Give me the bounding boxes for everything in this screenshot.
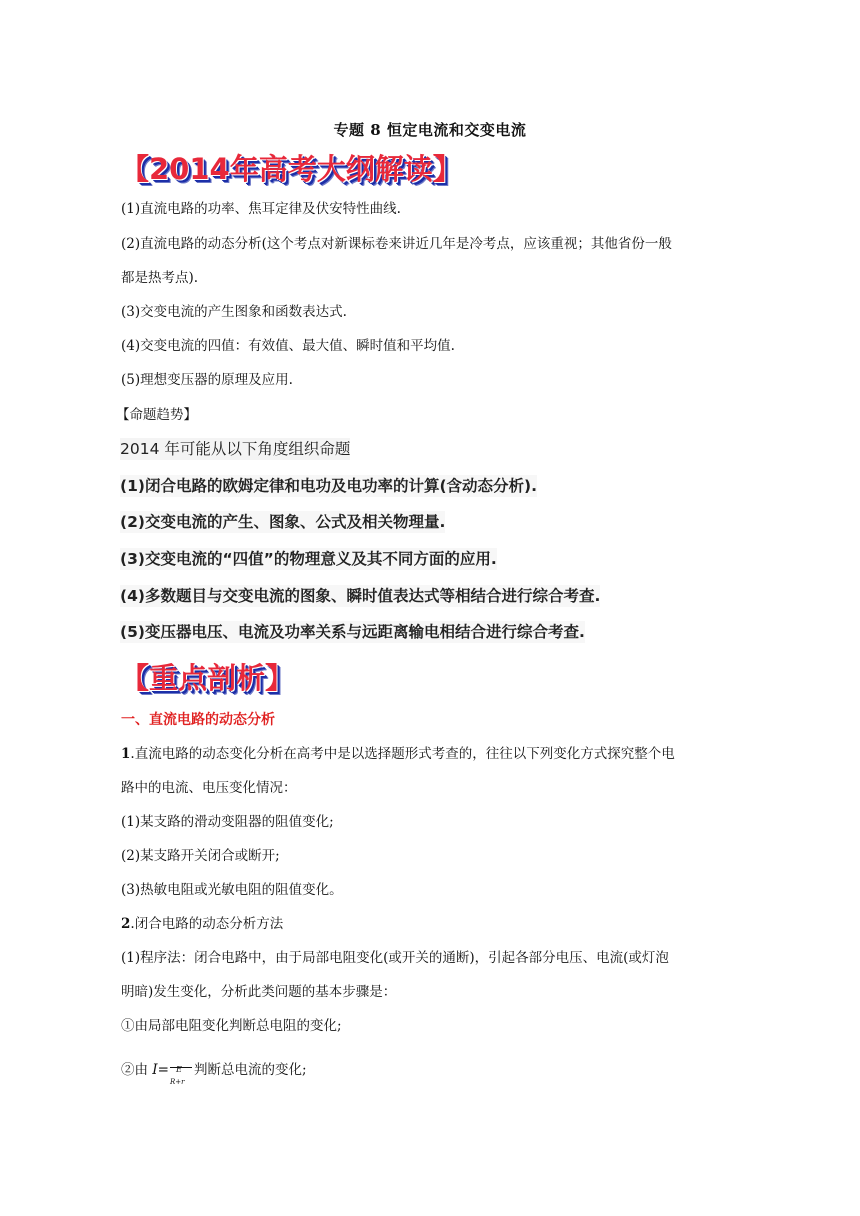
change-item-3: (3)热敏电阻或光敏电阻的阻值变化。	[121, 882, 343, 898]
paragraph-1-text: .直流电路的动态变化分析在高考中是以选择题形式考查的，往往以下列变化方式探究整个电	[130, 746, 675, 762]
equals-sign: =	[157, 1062, 169, 1078]
step-2-prefix: ②由	[121, 1062, 153, 1078]
change-item-1: (1)某支路的滑动变阻器的阻值变化;	[121, 814, 334, 830]
fraction-numerator: E	[175, 1065, 182, 1074]
method-step-1: ①由局部电阻变化判断总电阻的变化;	[121, 1018, 342, 1034]
method-line-1: (1)程序法：闭合电路中，由于局部电阻变化(或开关的通断)，引起各部分电压、电流(或灯泡	[121, 950, 669, 966]
trend-item-2: (2)交变电流的产生、图象、公式及相关物理量.	[120, 513, 446, 531]
method-line-2: 明暗)发生变化，分析此类问题的基本步骤是：	[121, 984, 397, 1000]
outline-line-2: (2)直流电路的动态分析(这个考点对新课标卷来讲近几年是冷考点，应该重视；其他省份一般	[121, 236, 672, 252]
fraction-denominator: R+r	[169, 1078, 185, 1086]
ohm-law-fraction	[169, 1056, 193, 1084]
change-item-2: (2)某支路开关闭合或断开;	[121, 848, 280, 864]
step-2-text: 判断总电流的变化;	[193, 1062, 307, 1078]
paragraph-1-number: 1	[121, 746, 131, 762]
outline-line-1: (1)直流电路的功率、焦耳定律及伏安特性曲线.	[121, 201, 401, 217]
paragraph-2-number: 2	[121, 916, 131, 932]
trend-item-4: (4)多数题目与交变电流的图象、瞬时值表达式等相结合进行综合考查.	[120, 587, 601, 605]
paragraph-1-line-1	[121, 744, 675, 764]
trend-intro: 2014 年可能从以下角度组织命题	[120, 440, 351, 458]
section-heading: 一、直流电路的动态分析	[121, 712, 275, 728]
trend-item-3: (3)交变电流的“四值”的物理意义及其不同方面的应用.	[120, 550, 497, 568]
key-analysis-banner: 【重点剖析】	[120, 661, 295, 695]
outline-line-3: 都是热考点).	[121, 270, 199, 286]
outline-line-5: (4)交变电流的四值：有效值、最大值、瞬时值和平均值.	[121, 338, 455, 354]
outline-line-4: (3)交变电流的产生图象和函数表达式.	[121, 304, 347, 320]
paragraph-1-line-2: 路中的电流、电压变化情况：	[121, 780, 297, 796]
current-variable: I	[152, 1062, 158, 1078]
paragraph-2	[121, 914, 283, 934]
trend-item-5: (5)变压器电压、电流及功率关系与远距离输电相结合进行综合考查.	[120, 623, 585, 641]
page-title: 专题 8 恒定电流和交变电流	[333, 121, 527, 139]
syllabus-banner: 【2014年高考大纲解读】	[120, 152, 462, 186]
trend-item-1: (1)闭合电路的欧姆定律和电功及电功率的计算(含动态分析).	[120, 477, 538, 495]
method-step-2	[121, 1056, 307, 1084]
trend-heading: 【命题趋势】	[116, 407, 197, 423]
outline-line-6: (5)理想变压器的原理及应用.	[121, 372, 293, 388]
paragraph-2-text: .闭合电路的动态分析方法	[130, 916, 284, 932]
